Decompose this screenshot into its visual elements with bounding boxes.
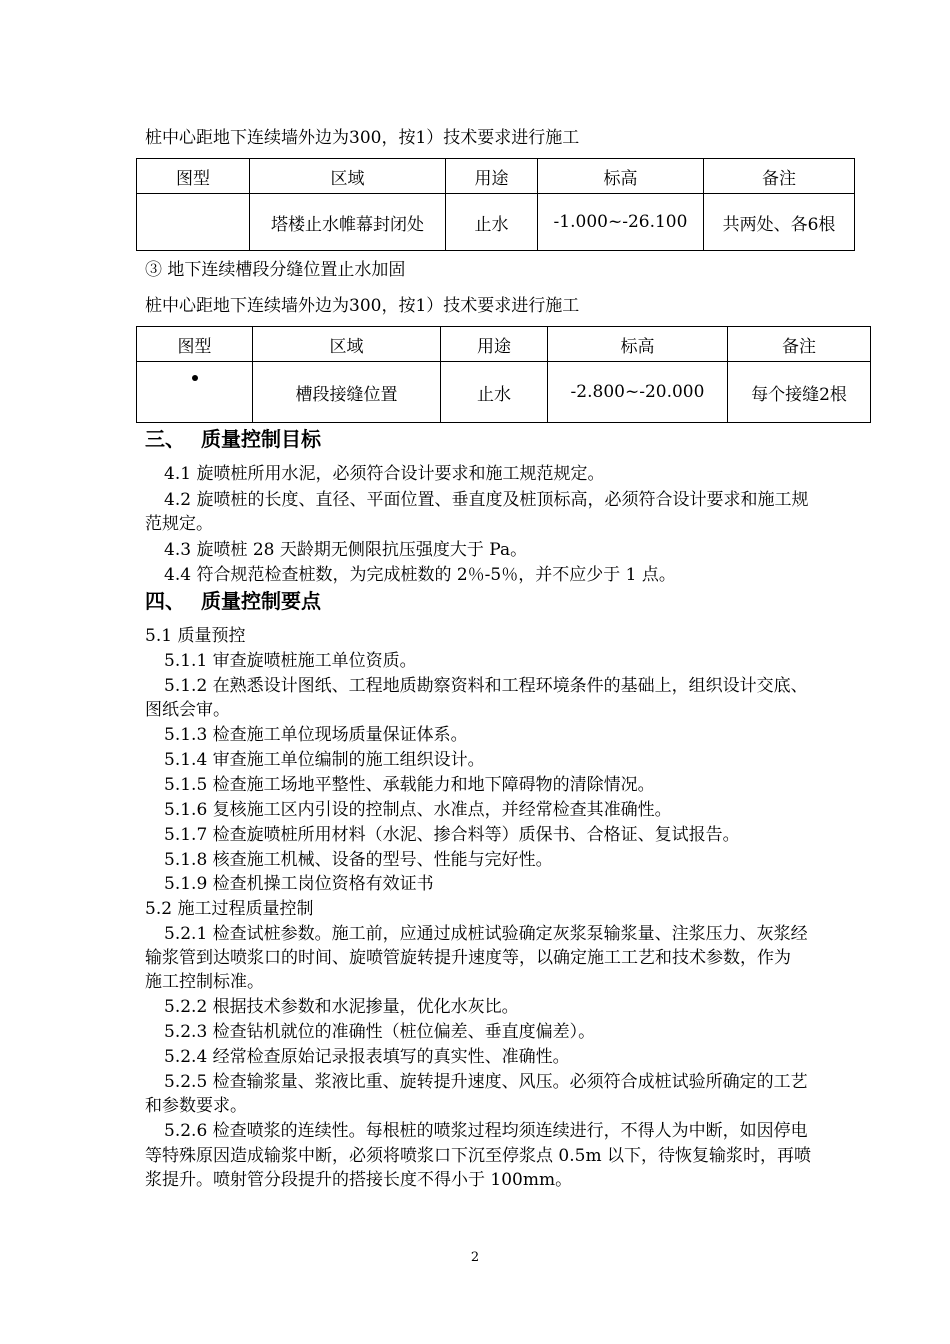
section-4-heading <box>145 588 321 614</box>
table2-intro: 桩中心距地下连续墙外边为300，按1）技术要求进行施工 <box>145 296 580 316</box>
table-cell: 共两处、各6根 <box>704 194 855 251</box>
paragraph-line: 输浆管到达喷浆口的时间、旋喷管旋转提升速度等，以确定施工工艺和技术参数，作为 <box>145 948 791 968</box>
table-row <box>137 362 871 423</box>
paragraph-line: 5.1.8 核查施工机械、设备的型号、性能与完好性。 <box>164 850 553 870</box>
header-cell: 备注 <box>728 327 871 362</box>
paragraph-line: 和参数要求。 <box>145 1096 247 1116</box>
header-cell: 区域 <box>250 159 446 194</box>
header-cell: 备注 <box>704 159 855 194</box>
paragraph-line: 5.1.2 在熟悉设计图纸、工程地质勘察资料和工程环境条件的基础上，组织设计交底、 <box>164 676 808 696</box>
subsection-heading: 5.1 质量预控 <box>145 626 246 646</box>
table-cell: 止水 <box>441 362 548 423</box>
section-number: 四、 <box>145 589 185 613</box>
paragraph-line: 5.2.5 检查输浆量、浆液比重、旋转提升速度、风压。必须符合成桩试验所确定的工艺 <box>164 1072 808 1092</box>
paragraph-line: 5.1.7 检查旋喷桩所用材料（水泥、掺合料等）质保书、合格证、复试报告。 <box>164 825 740 845</box>
table-cell: -1.000~-26.100 <box>538 194 704 251</box>
paragraph-line: 5.1.6 复核施工区内引设的控制点、水准点，并经常检查其准确性。 <box>164 800 672 820</box>
dot-symbol-icon <box>192 375 198 381</box>
table-2 <box>136 326 871 423</box>
paragraph-line: 5.2.3 检查钻机就位的准确性（桩位偏差、垂直度偏差）。 <box>164 1022 596 1042</box>
paragraph-line: 4.3 旋喷桩 28 天龄期无侧限抗压强度大于 Pa。 <box>164 540 528 560</box>
table-cell: 塔楼止水帷幕封闭处 <box>250 194 446 251</box>
table-cell: 槽段接缝位置 <box>253 362 441 423</box>
table-1-header-row <box>137 159 855 194</box>
paragraph-line: 等特殊原因造成输浆中断，必须将喷浆口下沉至停浆点 0.5m 以下，待恢复输浆时，再喷 <box>145 1146 811 1166</box>
header-cell: 标高 <box>548 327 728 362</box>
paragraph-line: 4.1 旋喷桩所用水泥，必须符合设计要求和施工规范规定。 <box>164 464 605 484</box>
table-cell: 每个接缝2根 <box>728 362 871 423</box>
table-2-header-row <box>137 327 871 362</box>
paragraph-line: 5.1.4 审查施工单位编制的施工组织设计。 <box>164 750 485 770</box>
paragraph-line: 5.2.2 根据技术参数和水泥掺量，优化水灰比。 <box>164 997 519 1017</box>
paragraph-line: 5.1.9 检查机操工岗位资格有效证书 <box>164 874 434 894</box>
section-title: 质量控制目标 <box>201 427 321 451</box>
paragraph-line: 5.1.5 检查施工场地平整性、承载能力和地下障碍物的清除情况。 <box>164 775 655 795</box>
shape-cell <box>137 194 250 251</box>
header-cell: 用途 <box>446 159 538 194</box>
item-3-heading: ③ 地下连续槽段分缝位置止水加固 <box>145 260 406 280</box>
header-cell: 区域 <box>253 327 441 362</box>
paragraph-line: 5.1.1 审查旋喷桩施工单位资质。 <box>164 651 417 671</box>
paragraph-line: 5.1.3 检查施工单位现场质量保证体系。 <box>164 725 468 745</box>
paragraph-line: 5.2.4 经常检查原始记录报表填写的真实性、准确性。 <box>164 1047 570 1067</box>
table-1 <box>136 158 855 251</box>
header-cell: 标高 <box>538 159 704 194</box>
section-title: 质量控制要点 <box>201 589 321 613</box>
subsection-heading: 5.2 施工过程质量控制 <box>145 899 314 919</box>
paragraph-line: 范规定。 <box>145 514 213 534</box>
paragraph-line: 施工控制标准。 <box>145 972 264 992</box>
page-number: 2 <box>470 1250 480 1265</box>
header-cell: 用途 <box>441 327 548 362</box>
header-cell: 图型 <box>137 327 253 362</box>
shape-cell <box>137 362 253 423</box>
paragraph-line: 图纸会审。 <box>145 700 230 720</box>
table-row <box>137 194 855 251</box>
header-cell: 图型 <box>137 159 250 194</box>
paragraph-line: 5.2.1 检查试桩参数。施工前，应通过成桩试验确定灰浆泵输浆量、注浆压力、灰浆经 <box>164 924 808 944</box>
section-3-heading <box>145 426 321 452</box>
paragraph-line: 5.2.6 检查喷浆的连续性。每根桩的喷浆过程均须连续进行，不得人为中断，如因停电 <box>164 1121 808 1141</box>
section-number: 三、 <box>145 427 185 451</box>
table1-intro: 桩中心距地下连续墙外边为300，按1）技术要求进行施工 <box>145 128 580 148</box>
paragraph-line: 4.4 符合规范检查桩数，为完成桩数的 2％-5％，并不应少于 1 点。 <box>164 565 676 585</box>
paragraph-line: 浆提升。喷射管分段提升的搭接长度不得小于 100mm。 <box>145 1170 573 1190</box>
table-cell: 止水 <box>446 194 538 251</box>
table-cell: -2.800~-20.000 <box>548 362 728 423</box>
paragraph-line: 4.2 旋喷桩的长度、直径、平面位置、垂直度及桩顶标高，必须符合设计要求和施工规 <box>164 490 809 510</box>
